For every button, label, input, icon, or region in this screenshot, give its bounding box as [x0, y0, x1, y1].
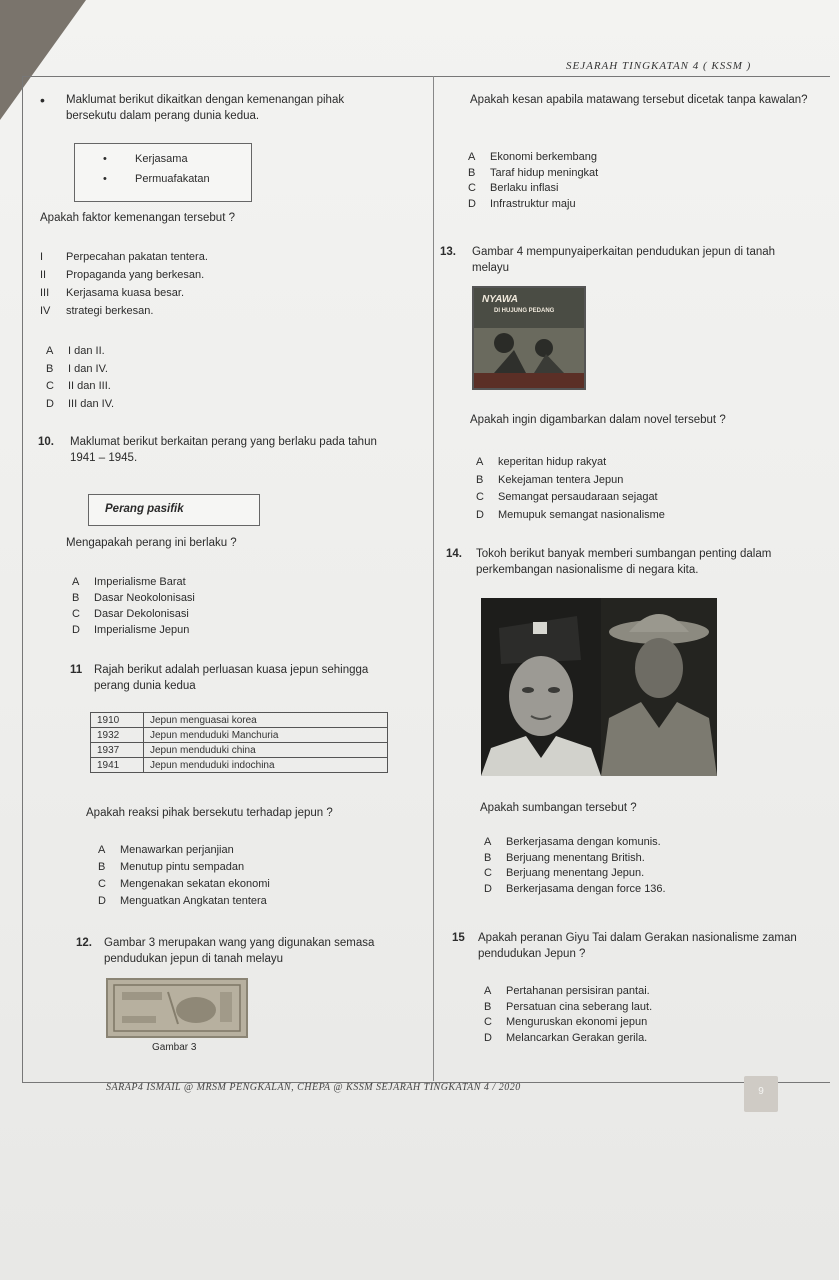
statement-num: I — [40, 251, 44, 263]
q12-caption: Gambar 3 — [152, 1042, 197, 1053]
bullet-marker: • — [40, 92, 45, 108]
page-number-tab — [744, 1076, 778, 1112]
option-text: I dan II. — [68, 345, 105, 357]
q14-question: Apakah sumbangan tersebut ? — [480, 802, 637, 814]
option-row[interactable] — [484, 866, 666, 882]
option-row[interactable] — [72, 590, 195, 606]
statement-text: Kerjasama kuasa besar. — [66, 287, 185, 299]
option-text: Kekejaman tentera Jepun — [498, 473, 624, 486]
option-key: A — [484, 836, 492, 848]
q9-box-item: Permuafakatan — [135, 173, 210, 185]
option-text: Menguruskan ekonomi jepun — [506, 1016, 648, 1028]
statement-num: IV — [40, 305, 51, 317]
option-text: Memupuk semangat nasionalisme — [498, 508, 665, 521]
statement-text: strategi berkesan. — [66, 305, 154, 317]
option-text: Pertahanan persisiran pantai. — [506, 985, 650, 997]
table-year: 1937 — [91, 743, 144, 758]
option-row[interactable] — [468, 181, 598, 197]
q12-options — [468, 150, 598, 212]
q11-question: Apakah reaksi pihak bersekutu terhadap jepun ? — [86, 807, 333, 819]
statement-row — [40, 302, 208, 320]
statement-row — [40, 284, 208, 302]
option-text: Dasar Dekolonisasi — [94, 608, 189, 620]
option-key: A — [72, 576, 80, 588]
q9-info-box — [74, 143, 252, 202]
option-key: D — [484, 882, 492, 895]
fighter-portrait — [601, 598, 717, 776]
q10-info-box — [88, 494, 260, 526]
option-key: C — [484, 867, 492, 879]
q12-intro: Gambar 3 merupakan wang yang digunakan semasa pendudukan jepun di tanah melayu — [104, 937, 375, 965]
option-text: Menutup pintu sempadan — [120, 861, 245, 873]
q13-question: Apakah ingin digambarkan dalam novel tersebut ? — [470, 414, 726, 426]
column-divider — [433, 76, 434, 1081]
statement-text: Perpecahan pakatan tentera. — [66, 251, 208, 263]
option-key: D — [72, 624, 80, 636]
statement-num: II — [40, 269, 47, 281]
option-text: Ekonomi berkembang — [490, 151, 598, 163]
banknote-icon — [108, 980, 246, 1036]
option-row[interactable] — [98, 893, 270, 910]
option-key: C — [468, 182, 476, 194]
banknote-image — [106, 978, 248, 1038]
option-row[interactable] — [72, 606, 195, 622]
option-key: A — [98, 844, 106, 856]
option-row[interactable] — [98, 876, 270, 893]
q15-number: 15 — [452, 932, 465, 944]
option-key: B — [484, 1000, 492, 1013]
novel-title: NYAWA — [482, 294, 518, 305]
novel-subtitle: DI HUJUNG PEDANG — [494, 308, 555, 314]
q9-question: Apakah faktor kemenangan tersebut ? — [40, 212, 235, 224]
page-footer: SARAP4 ISMAIL @ MRSM PENGKALAN, CHEPA @ KSSM SEJARAH TINGKATAN 4 / 2020 — [106, 1082, 521, 1093]
option-text: Melancarkan Gerakan gerila. — [506, 1031, 648, 1044]
q9-intro: Maklumat berikut dikaitkan dengan kemenangan pihak bersekutu dalam perang dunia kedua. — [66, 94, 345, 122]
table-event: Jepun menduduki indochina — [144, 758, 388, 773]
option-row[interactable] — [72, 574, 195, 590]
option-text: Imperialisme Jepun — [94, 624, 190, 636]
option-row[interactable] — [476, 489, 665, 507]
soldier-portrait — [481, 598, 601, 776]
option-row[interactable] — [468, 166, 598, 182]
q12-number: 12. — [76, 937, 92, 949]
q9-options — [46, 343, 114, 413]
q10-intro: Maklumat berikut berkaitan perang yang berlaku pada tahun 1941 – 1945. — [70, 436, 377, 464]
option-text: Infrastruktur maju — [490, 197, 576, 210]
option-row[interactable] — [484, 851, 666, 867]
option-text: Menawarkan perjanjian — [120, 844, 234, 856]
option-key: D — [98, 895, 106, 907]
option-row[interactable] — [468, 197, 598, 213]
q10-number: 10. — [38, 436, 54, 448]
statement-text: Propaganda yang berkesan. — [66, 269, 205, 281]
q11-number: 11 — [70, 664, 83, 676]
option-row[interactable] — [476, 507, 665, 525]
q11-options — [98, 842, 270, 910]
table-year: 1910 — [91, 713, 144, 728]
q10-options — [72, 574, 195, 638]
option-key: A — [476, 456, 484, 468]
option-row[interactable] — [484, 835, 666, 851]
option-row[interactable] — [46, 396, 114, 414]
option-text: Taraf hidup meningkat — [490, 166, 599, 179]
option-text: Berjuang menentang British. — [506, 851, 645, 864]
bullet-icon: • — [103, 153, 107, 165]
q14-options — [484, 835, 666, 897]
statement-num: III — [40, 287, 50, 299]
option-text: Berlaku inflasi — [490, 182, 559, 194]
option-row[interactable] — [484, 1000, 652, 1016]
q10-box-text: Perang pasifik — [105, 503, 184, 515]
option-key: A — [484, 985, 492, 997]
option-text: I dan IV. — [68, 362, 108, 375]
q9-box-item: Kerjasama — [135, 153, 188, 165]
option-text: Mengenakan sekatan ekonomi — [120, 878, 270, 890]
option-key: C — [72, 608, 80, 620]
option-key: B — [468, 166, 476, 179]
table-row — [91, 758, 388, 773]
option-key: B — [72, 592, 80, 604]
option-text: II dan III. — [68, 380, 111, 392]
table-year: 1941 — [91, 758, 144, 773]
q10-question: Mengapakah perang ini berlaku ? — [66, 537, 237, 549]
option-key: D — [476, 508, 484, 521]
option-text: Menguatkan Angkatan tentera — [120, 895, 267, 907]
figure-photo-right — [601, 598, 717, 776]
option-key: C — [98, 878, 106, 890]
option-row[interactable] — [72, 622, 195, 638]
option-row[interactable] — [476, 454, 665, 472]
figure-photo-left — [481, 598, 601, 776]
table-row — [91, 713, 388, 728]
table-year: 1932 — [91, 728, 144, 743]
q13-intro: Gambar 4 mempunyaiperkaitan pendudukan jepun di tanah melayu — [472, 246, 776, 274]
option-row[interactable] — [484, 984, 652, 1000]
page-header: SEJARAH TINGKATAN 4 ( KSSM ) — [566, 60, 752, 72]
option-row[interactable] — [484, 882, 666, 898]
option-text: Persatuan cina seberang laut. — [506, 1000, 653, 1013]
q12-answer-question: Apakah kesan apabila matawang tersebut dicetak tanpa kawalan? — [470, 94, 808, 106]
option-text: Berjuang menentang Jepun. — [506, 867, 645, 879]
option-text: Imperialisme Barat — [94, 576, 186, 588]
q11-intro: Rajah berikut adalah perluasan kuasa jepun sehingga perang dunia kedua — [94, 664, 369, 692]
option-text: Berkerjasama dengan komunis. — [506, 836, 661, 848]
statement-row — [40, 266, 208, 284]
option-text: Dasar Neokolonisasi — [94, 592, 195, 604]
option-key: D — [484, 1031, 492, 1044]
option-key: B — [476, 473, 484, 486]
option-key: C — [46, 380, 54, 392]
option-row[interactable] — [46, 378, 114, 396]
option-key: D — [468, 197, 476, 210]
q9-statements — [40, 248, 208, 320]
option-key: C — [476, 491, 484, 503]
option-row[interactable] — [98, 859, 270, 876]
q11-table — [90, 712, 388, 773]
option-key: B — [484, 851, 492, 864]
novel-cover-image — [472, 286, 586, 390]
q13-number: 13. — [440, 246, 456, 258]
option-row[interactable] — [484, 1031, 652, 1047]
q15-intro: Apakah peranan Giyu Tai dalam Gerakan nasionalisme zaman pendudukan Jepun ? — [478, 932, 797, 960]
table-row — [91, 728, 388, 743]
q13-options — [476, 454, 665, 524]
option-key: A — [468, 151, 476, 163]
table-event: Jepun menduduki Manchuria — [144, 728, 388, 743]
option-row[interactable] — [98, 842, 270, 859]
q14-number: 14. — [446, 548, 462, 560]
option-text: Berkerjasama dengan force 136. — [506, 882, 666, 895]
option-key: B — [98, 861, 106, 873]
option-text: keperitan hidup rakyat — [498, 456, 607, 468]
option-row[interactable] — [484, 1015, 652, 1031]
option-text: Semangat persaudaraan sejagat — [498, 491, 658, 503]
option-text: III dan IV. — [68, 397, 115, 410]
option-key: B — [46, 362, 54, 375]
option-key: D — [46, 397, 54, 410]
table-event: Jepun menguasai korea — [144, 713, 388, 728]
table-event: Jepun menduduki china — [144, 743, 388, 758]
option-row[interactable] — [46, 343, 114, 361]
table-row — [91, 743, 388, 758]
q15-options — [484, 984, 652, 1046]
statement-row — [40, 248, 208, 266]
option-key: A — [46, 345, 54, 357]
page-number: 9 — [758, 1086, 764, 1097]
option-row[interactable] — [46, 361, 114, 379]
q14-intro: Tokoh berikut banyak memberi sumbangan penting dalam perkembangan nasionalisme di negara kita. — [476, 548, 772, 576]
option-row[interactable] — [476, 472, 665, 490]
option-row[interactable] — [468, 150, 598, 166]
bullet-icon: • — [103, 173, 107, 185]
option-key: C — [484, 1016, 492, 1028]
